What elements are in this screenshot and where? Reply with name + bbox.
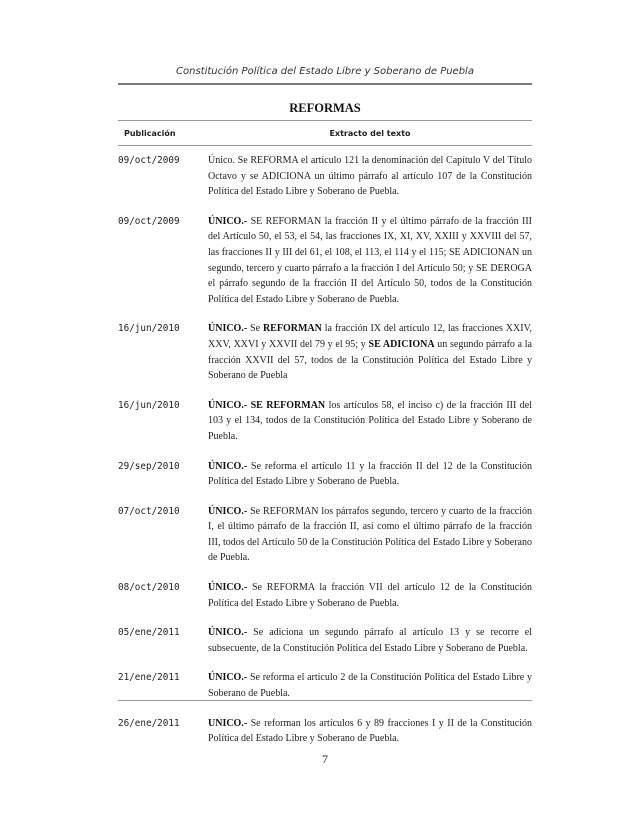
table-row (118, 580, 532, 611)
text-segment: Se reforma el artículo 11 y la fracción II del 12 de la Constitución Política del Estado Libre y Soberano de Puebla. (208, 460, 532, 488)
table-top-rule (118, 120, 532, 121)
reform-extract (208, 504, 532, 566)
section-title: REFORMAS (289, 101, 361, 115)
publication-date: 09/oct/2009 (118, 155, 180, 166)
bold-text-segment: ÚNICO.- (208, 460, 248, 472)
text-segment: Se REFORMA la fracción VII del artículo 12 de la Constitución Política del Estado Libre y Soberano de Puebla. (208, 582, 532, 609)
table-row (118, 459, 532, 490)
bold-text-segment: ÚNICO.- (208, 215, 248, 227)
bold-text-segment: ÚNICO.- (208, 672, 248, 684)
publication-date: 16/jun/2010 (118, 399, 180, 411)
bold-text-segment: SE ADICIONA (368, 338, 435, 350)
text-segment: SE REFORMAN la fracción II y el último párrafo de la fracción III del Artículo 50, el 53, el 54, las fracciones IX, XI, XV, XXIII y XXVIII del 57, las fracciones II y III del 61, el 108, el 113, el 114 y el 115; SE ADICIONAN un segundo, tercero y cuarto párrafo a la fracción I del Artículo 50; y SE DEROGA el párrafo segundo de la fracción II del Artículo 50, todos de la Constitución Política del Estado Libre y Soberano de Puebla. (208, 215, 532, 305)
reform-extract (208, 153, 532, 200)
table-row (118, 670, 532, 701)
table-row (118, 625, 532, 656)
table-row (118, 321, 532, 383)
header-divider (118, 83, 532, 85)
publication-date: 16/jun/2010 (118, 323, 180, 335)
column-header-extract: Extracto del texto (329, 129, 411, 138)
text-segment: la fracción IX del artículo 12, las fracciones XXIV, XXV, XXVI y XXVII del 79 y el 95; y (208, 323, 533, 350)
bold-text-segment: ÚNICO.- (208, 399, 248, 411)
text-segment: Único. Se REFORMA el artículo 121 la denominación del Capítulo V del Título Octavo y se ADICIONA un último párrafo al artículo 107 de la Constitución Política del Estado Libre y Soberano de Puebla. (208, 155, 532, 198)
reform-extract (208, 321, 532, 383)
bold-text-segment: ÚNICO.- (208, 323, 248, 335)
column-header-publication: Publicación (124, 129, 176, 138)
table-row (118, 716, 532, 747)
text-segment: Se reforma el artículo 2 de la Constitución Política del Estado Libre y Soberano de Puebla. (208, 672, 532, 700)
text-segment: Se REFORMAN los párrafos segundo, tercero y cuarto de la fracción I, el último párrafo de la fracción II, así como el último párrafo de la fracción III, todos del Artículo 50 de la Constitución Política del Estado Libre y Soberano de Puebla. (208, 505, 532, 564)
table-header-rule (118, 145, 532, 146)
publication-date: 29/sep/2010 (118, 460, 180, 472)
table-row (118, 398, 532, 445)
reform-table-body (118, 153, 532, 747)
table-row (118, 504, 532, 566)
table-row (118, 153, 532, 200)
publication-date: 08/oct/2010 (118, 582, 180, 594)
reform-extract (208, 214, 532, 308)
reform-extract (208, 670, 532, 701)
text-segment: un segundo párrafo a la fracción XXVII del 57, todos de la Constitución Política del Estado Libre y Soberano de Puebla (208, 338, 532, 382)
text-segment: Se reforman los artículos 6 y 89 fracciones I y II de la Constitución Política del Estado Libre y Soberano de Puebla. (208, 717, 532, 745)
publication-date: 26/ene/2011 (118, 717, 180, 729)
reform-extract (208, 625, 532, 656)
publication-date: 05/ene/2011 (118, 627, 180, 639)
text-segment: Se (247, 323, 263, 335)
text-segment: los artículos 58, el inciso c) de la fracción III del 103 y el 134, todos de la Constitución Política del Estado Libre y Soberano de Puebla. (208, 399, 532, 442)
page-number: 7 (322, 752, 328, 766)
table-row (118, 214, 532, 308)
bold-text-segment: REFORMAN (262, 323, 322, 335)
bold-text-segment: ÚNICO.- (208, 505, 248, 517)
reform-extract (208, 398, 532, 445)
reform-extract (208, 459, 532, 490)
table-bottom-rule (118, 700, 532, 701)
publication-date: 09/oct/2009 (118, 215, 180, 227)
bold-text-segment: SE REFORMAN (250, 399, 326, 411)
bold-text-segment: UNICO.- (208, 717, 248, 729)
reform-extract (208, 716, 532, 747)
publication-date: 07/oct/2010 (118, 505, 180, 517)
document-header: Constitución Política del Estado Libre y Soberano de Puebla (176, 66, 474, 77)
bold-text-segment: ÚNICO.- (208, 582, 248, 594)
text-segment: Se adiciona un segundo párrafo al artículo 13 y se recorre el subsecuente, de la Constitución Política del Estado Libre y Soberano de Puebla. (208, 627, 532, 654)
bold-text-segment: ÚNICO.- (208, 627, 248, 639)
publication-date: 21/ene/2011 (118, 672, 180, 684)
reform-extract (208, 580, 532, 611)
